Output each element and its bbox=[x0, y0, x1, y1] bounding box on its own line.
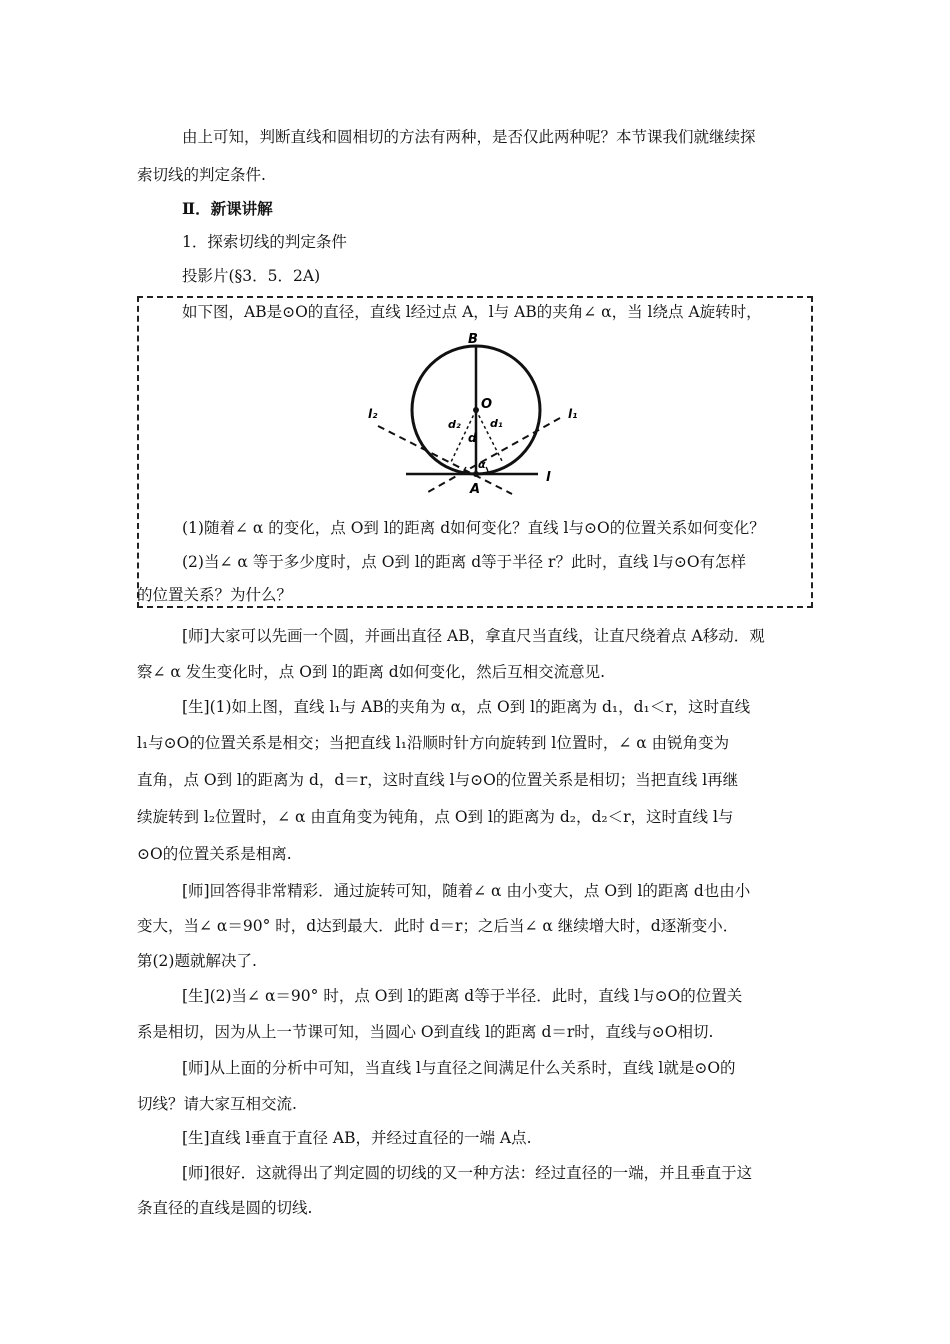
label-o: O bbox=[481, 397, 493, 412]
center-point-o bbox=[473, 407, 479, 413]
label-b: B bbox=[468, 332, 478, 347]
box-question-2-line-1: (2)当∠ α 等于多少度时，点 O到 l的距离 d等于半径 r？此时，直线 l与⊙O有怎样 bbox=[182, 553, 747, 571]
dialog-teacher-2-line-1: [师]回答得非常精彩．通过旋转可知，随着∠ α 由小变大，点 O到 l的距离 d也由小 bbox=[182, 882, 751, 900]
subsection-title: 1．探索切线的判定条件 bbox=[182, 233, 347, 251]
label-l1: l₁ bbox=[568, 407, 578, 421]
dialog-student-1-line-2: l₁与⊙O的位置关系是相交；当把直线 l₁沿顺时针方向旋转到 l位置时，∠ α 由锐角变为 bbox=[137, 734, 730, 752]
dialog-teacher-2-line-3: 第(2)题就解决了. bbox=[137, 952, 257, 970]
dialog-student-1-line-3: 直角，点 O到 l的距离为 d，d＝r，这时直线 l与⊙O的位置关系是相切；当把直线 l再继 bbox=[137, 771, 739, 789]
label-d: d bbox=[468, 431, 477, 445]
dialog-student-1-line-4: 续旋转到 l₂位置时，∠ α 由直角变为钝角，点 O到 l的距离为 d₂，d₂＜r，这时直线 l与 bbox=[137, 808, 734, 826]
dialog-teacher-3-line-2: 切线？请大家互相交流. bbox=[137, 1095, 297, 1113]
label-a: A bbox=[470, 482, 481, 497]
line-l2 bbox=[378, 426, 512, 494]
section-title: Ⅱ．新课讲解 bbox=[182, 199, 273, 218]
dialog-teacher-4-line-1: [师]很好．这就得出了判定圆的切线的又一种方法：经过直径的一端，并且垂直于这 bbox=[182, 1164, 753, 1182]
label-l: l bbox=[546, 470, 551, 485]
point-a bbox=[473, 471, 479, 477]
dialog-student-2-line-1: [生](2)当∠ α＝90° 时，点 O到 l的距离 d等于半径．此时，直线 l与⊙O的位置关 bbox=[182, 987, 743, 1005]
label-alpha: α bbox=[478, 458, 486, 471]
box-question-2-line-2: 的位置关系？为什么？ bbox=[137, 586, 293, 604]
intro-line-1: 由上可知，判断直线和圆相切的方法有两种，是否仅此两种呢？本节课我们就继续探 bbox=[182, 128, 756, 146]
label-d1: d₁ bbox=[490, 417, 503, 430]
dialog-student-3-line-1: [生]直线 l垂直于直径 AB，并经过直径的一端 A点. bbox=[182, 1129, 532, 1147]
circle-tangent-figure bbox=[360, 330, 590, 500]
box-intro-line: 如下图，AB是⊙O的直径，直线 l经过点 A，l与 AB的夹角∠ α，当 l绕点 A旋转时， bbox=[182, 303, 762, 321]
intro-line-2: 索切线的判定条件. bbox=[137, 166, 266, 184]
slide-reference: 投影片(§3．5．2A) bbox=[182, 267, 321, 285]
box-question-1: (1)随着∠ α 的变化，点 O到 l的距离 d如何变化？直线 l与⊙O的位置关系如何变化？ bbox=[182, 519, 765, 537]
dialog-teacher-1-line-1: [师]大家可以先画一个圆，并画出直径 AB，拿直尺当直线，让直尺绕着点 A移动．观 bbox=[182, 627, 765, 645]
dialog-student-1-line-1: [生](1)如上图，直线 l₁与 AB的夹角为 α，点 O到 l的距离为 d₁，d₁＜r，这时直线 bbox=[182, 698, 751, 716]
dialog-teacher-4-line-2: 条直径的直线是圆的切线. bbox=[137, 1199, 313, 1217]
dialog-teacher-3-line-1: [师]从上面的分析中可知，当直线 l与直径之间满足什么关系时，直线 l就是⊙O的 bbox=[182, 1059, 736, 1077]
dialog-teacher-2-line-2: 变大，当∠ α＝90° 时，d达到最大．此时 d＝r；之后当∠ α 继续增大时，d逐渐变小． bbox=[137, 917, 739, 935]
dialog-student-1-line-5: ⊙O的位置关系是相离. bbox=[137, 845, 292, 863]
dialog-teacher-1-line-2: 察∠ α 发生变化时，点 O到 l的距离 d如何变化，然后互相交流意见. bbox=[137, 663, 606, 681]
label-d2: d₂ bbox=[448, 418, 461, 431]
dialog-student-2-line-2: 系是相切，因为从上一节课可知，当圆心 O到直线 l的距离 d＝r时，直线与⊙O相切. bbox=[137, 1023, 714, 1041]
label-l2: l₂ bbox=[368, 407, 378, 421]
